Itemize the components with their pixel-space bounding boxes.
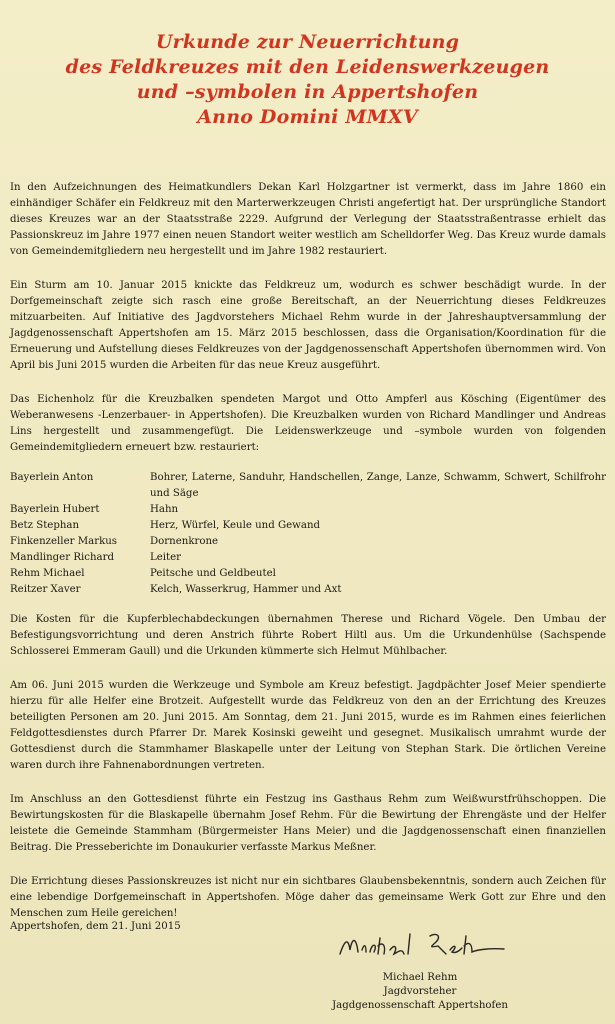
place-date: Appertshofen, dem 21. Juni 2015: [10, 921, 181, 932]
contributor-row: [10, 566, 606, 582]
contributor-row: [10, 502, 606, 518]
title-line-3: und –symbolen in Appertshofen: [136, 81, 479, 103]
paragraph-storm: Ein Sturm am 10. Januar 2015 knickte das Feldkreuz um, wodurch es schwer beschädigt wurde. In der Dorfgemeinschaft zeigte sich rasch eine große Bereitschaft, an der Neuerrichtung dieses Feldkreuzes mitzuarbeiten. Auf Initiative des Jagdvorstehers Michael Rehm wurde in der Jahreshauptversammlung der Jagdgenossenschaft Appertshofen am 15. März 2015 beschlossen, dass die Organisation/Koordination für die Erneuerung und Aufstellung dieses Feldkreuzes von der Jagdgenossenschaft Appertshofen übernommen wird. Von April bis Juni 2015 wurden die Arbeiten für das neue Kreuz ausgeführt.: [10, 280, 606, 371]
contributor-row: [10, 534, 606, 550]
signer-block: [300, 971, 540, 1013]
contributor-items: Leiter: [150, 552, 182, 563]
certificate-body: [10, 180, 606, 940]
contributor-name: Mandlinger Richard: [10, 552, 114, 563]
paragraph-closing: Die Errichtung dieses Passionskreuzes ist nicht nur ein sichtbares Glaubensbekenntnis, sondern auch Zeichen für eine lebendige Dorfgemeinschaft in Appertshofen. Möge daher das gemeinsame Werk Gott zur Ehre und den Menschen zum Heile gereichen!: [10, 876, 606, 919]
paragraph-consecration: Am 06. Juni 2015 wurden die Werkzeuge und Symbole am Kreuz befestigt. Jagdpächter Josef Meier spendierte hierzu für alle Helfer eine Brotzeit. Aufgestellt wurde das Feldkreuz von den an der Errichtung des Kreuzes beteiligten Personen am 20. Juni 2015. Am Sonntag, dem 21. Juni 2015, wurde es im Rahmen eines feierlichen Feldgottesdienstes durch Pfarrer Dr. Marek Kosinski geweiht und gesegnet. Musikalisch umrahmt wurde der Gottesdienst durch die Stammhamer Blaskapelle unter der Leitung von Stephan Stark. Die örtlichen Vereine waren durch ihre Fahnenabordnungen vertreten.: [10, 680, 606, 771]
contributor-name: Rehm Michael: [10, 568, 85, 579]
contributor-name: Finkenzeller Markus: [10, 536, 118, 547]
contributor-items: Hahn: [150, 504, 179, 515]
paragraph-celebration: Im Anschluss an den Gottesdienst führte ein Festzug ins Gasthaus Rehm zum Weißwurstfrühschoppen. Die Bewirtungskosten für die Blaskapelle übernahm Josef Rehm. Für die Bewirtung der Ehrengäste und der Helfer leistete die Gemeinde Stammham (Bürgermeister Hans Meier) und die Jagdgenossenschaft einen finanziellen Beitrag. Die Presseberichte im Donaukurier verfasste Markus Meßner.: [10, 794, 606, 853]
signer-name: Michael Rehm: [382, 972, 458, 983]
contributor-name: Bayerlein Anton: [10, 472, 94, 483]
contributor-items: Kelch, Wasserkrug, Hammer und Axt: [150, 584, 342, 595]
paragraph-woodwork: Das Eichenholz für die Kreuzbalken spendeten Margot und Otto Ampferl aus Kösching (Eigentümer des Weberanwesens -Lenzerbauer- in Appertshofen). Die Kreuzbalken wurden von Richard Mandlinger und Andreas Lins hergestellt und zusammengefügt. Die Leidenswerkzeuge und –symbole wurden von folgenden Gemeindemitgliedern erneuert bzw. restauriert:: [10, 394, 606, 453]
title-line-2: des Feldkreuzes mit den Leidenswerkzeugen: [65, 56, 550, 78]
contributor-row: [10, 518, 606, 534]
paragraph-costs: Die Kosten für die Kupferblechabdeckungen übernahmen Therese und Richard Vögele. Den Umbau der Befestigungsvorrichtung und deren Anstrich führte Robert Hiltl aus. Um die Urkundenhülse (Sachspende Schlosserei Emmeram Gaull) und die Urkunden kümmerte sich Helmut Mühlbacher.: [10, 614, 606, 657]
handwritten-signature: [338, 928, 508, 970]
contributor-name: Betz Stephan: [10, 520, 80, 531]
signer-role: Jagdvorsteher: [383, 986, 457, 997]
contributor-row: [10, 550, 606, 566]
contributor-name: Reitzer Xaver: [10, 584, 81, 595]
contributor-name: Bayerlein Hubert: [10, 504, 100, 515]
contributors-list: [10, 470, 606, 598]
contributor-row: [10, 470, 606, 502]
contributor-row: [10, 582, 606, 598]
contributor-items: Dornenkrone: [150, 536, 219, 547]
certificate-title: [0, 30, 615, 130]
contributor-items: Peitsche und Geldbeutel: [150, 568, 276, 579]
signer-org: Jagdgenossenschaft Appertshofen: [332, 1000, 508, 1011]
title-line-1: Urkunde zur Neuerrichtung: [155, 31, 460, 53]
signature-icon: [338, 928, 508, 964]
title-line-4: Anno Domini MMXV: [197, 106, 418, 128]
paragraph-history: In den Aufzeichnungen des Heimatkundlers Dekan Karl Holzgartner ist vermerkt, dass im Jahre 1860 ein einhändiger Schäfer ein Feldkreuz mit den Marterwerkzeugen Christi angefertigt hat. Der ursprüngliche Standort dieses Kreuzes war an der Staatsstraße 2229. Aufgrund der Verlegung der Staatsstraßentrasse erhielt das Passionskreuz im Jahre 1977 einen neuen Standort weiter westlich am Schelldorfer Weg. Das Kreuz wurde damals von Gemeindemitgliedern neu hergestellt und im Jahre 1982 restauriert.: [10, 182, 606, 257]
contributor-items: Bohrer, Laterne, Sanduhr, Handschellen, Zange, Lanze, Schwamm, Schwert, Schilfrohr und Säge: [150, 472, 606, 499]
contributor-items: Herz, Würfel, Keule und Gewand: [150, 520, 321, 531]
